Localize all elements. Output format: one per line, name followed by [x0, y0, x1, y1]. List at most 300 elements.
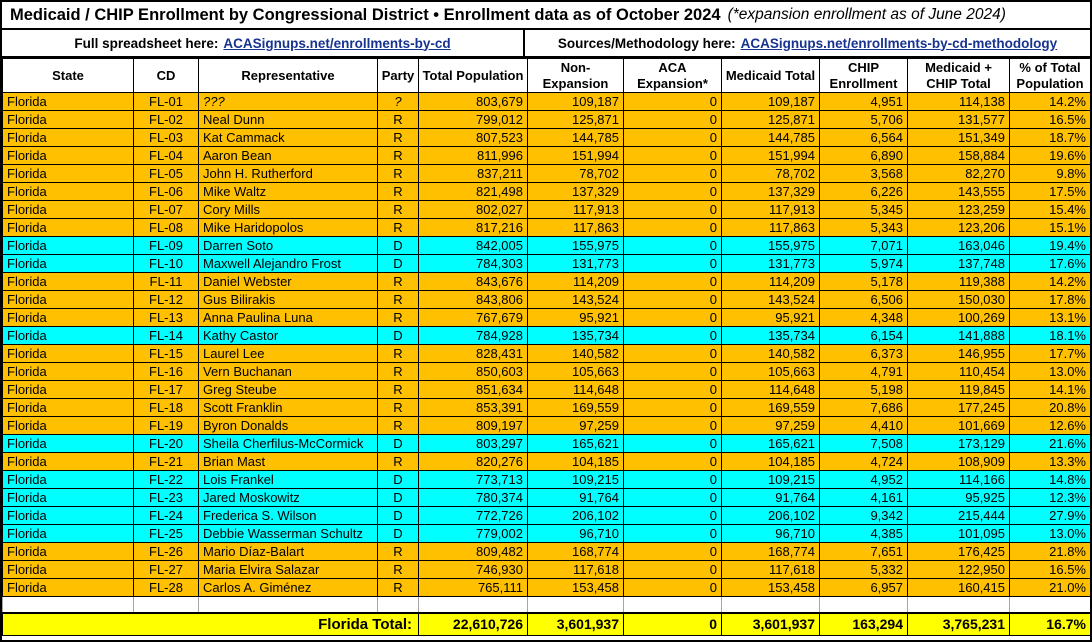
cell-aca-expansion: 0 [624, 579, 722, 597]
cell-state: Florida [3, 579, 134, 597]
cell-aca-expansion: 0 [624, 327, 722, 345]
cell-medicaid-chip-total: 177,245 [908, 399, 1010, 417]
cell-non-expansion: 155,975 [528, 237, 624, 255]
cell-pct-of-total: 13.0% [1010, 525, 1091, 543]
cell-medicaid-chip-total: 146,955 [908, 345, 1010, 363]
cell-chip-enrollment: 7,508 [820, 435, 908, 453]
cell-medicaid-total: 109,215 [722, 471, 820, 489]
cell-representative: Anna Paulina Luna [199, 309, 378, 327]
cell-pct-of-total: 9.8% [1010, 165, 1091, 183]
cell-non-expansion: 97,259 [528, 417, 624, 435]
cell-representative: Gus Bilirakis [199, 291, 378, 309]
cell-medicaid-total: 114,648 [722, 381, 820, 399]
cell-party: D [378, 435, 419, 453]
cell-party: R [378, 579, 419, 597]
cell-state: Florida [3, 327, 134, 345]
table-row [3, 165, 1091, 183]
cell-party: R [378, 417, 419, 435]
column-header: % of Total Population [1010, 59, 1091, 93]
cell-representative: Cory Mills [199, 201, 378, 219]
cell-non-expansion: 137,329 [528, 183, 624, 201]
methodology-link-label: Sources/Methodology here: [557, 35, 736, 51]
cell-party: R [378, 453, 419, 471]
total-medicaid-cell: 3,601,937 [722, 613, 820, 636]
cell-chip-enrollment: 5,198 [820, 381, 908, 399]
methodology-link[interactable]: ACASignups.net/enrollments-by-cd-methodology [740, 35, 1058, 51]
cell-pct-of-total: 13.3% [1010, 453, 1091, 471]
cell-representative: Debbie Wasserman Schultz [199, 525, 378, 543]
cell-aca-expansion: 0 [624, 147, 722, 165]
cell-medicaid-chip-total: 123,206 [908, 219, 1010, 237]
cell-medicaid-chip-total: 101,095 [908, 525, 1010, 543]
cell-state: Florida [3, 273, 134, 291]
cell-medicaid-chip-total: 119,845 [908, 381, 1010, 399]
cell-cd: FL-16 [134, 363, 199, 381]
cell-representative: John H. Rutherford [199, 165, 378, 183]
cell-aca-expansion: 0 [624, 543, 722, 561]
cell-cd: FL-27 [134, 561, 199, 579]
table-row [3, 237, 1091, 255]
cell-medicaid-chip-total: 82,270 [908, 165, 1010, 183]
cell-chip-enrollment: 6,154 [820, 327, 908, 345]
cell-medicaid-chip-total: 122,950 [908, 561, 1010, 579]
spreadsheet-link-cell [2, 30, 525, 56]
cell-medicaid-chip-total: 108,909 [908, 453, 1010, 471]
cell-total-population: 828,431 [419, 345, 528, 363]
cell-cd: FL-05 [134, 165, 199, 183]
cell-state: Florida [3, 453, 134, 471]
cell-aca-expansion: 0 [624, 273, 722, 291]
cell-aca-expansion: 0 [624, 129, 722, 147]
cell-non-expansion: 125,871 [528, 111, 624, 129]
table-row [3, 93, 1091, 111]
cell-medicaid-total: 104,185 [722, 453, 820, 471]
cell-cd: FL-15 [134, 345, 199, 363]
methodology-link-cell [525, 30, 1090, 56]
table-row [3, 561, 1091, 579]
cell-aca-expansion: 0 [624, 507, 722, 525]
table-row [3, 327, 1091, 345]
cell-medicaid-total: 131,773 [722, 255, 820, 273]
cell-total-population: 780,374 [419, 489, 528, 507]
cell-pct-of-total: 19.6% [1010, 147, 1091, 165]
cell-representative: Lois Frankel [199, 471, 378, 489]
cell-cd: FL-28 [134, 579, 199, 597]
cell-representative: Brian Mast [199, 453, 378, 471]
cell-representative: Neal Dunn [199, 111, 378, 129]
spreadsheet-link[interactable]: ACASignups.net/enrollments-by-cd [223, 35, 451, 51]
table-row [3, 129, 1091, 147]
table-row [3, 417, 1091, 435]
cell-medicaid-total: 95,921 [722, 309, 820, 327]
column-header: Party [378, 59, 419, 93]
cell-total-population: 779,002 [419, 525, 528, 543]
cell-non-expansion: 144,785 [528, 129, 624, 147]
cell-representative: Byron Donalds [199, 417, 378, 435]
cell-cd: FL-18 [134, 399, 199, 417]
cell-medicaid-chip-total: 100,269 [908, 309, 1010, 327]
cell-cd: FL-20 [134, 435, 199, 453]
cell-pct-of-total: 20.8% [1010, 399, 1091, 417]
page-title: Medicaid / CHIP Enrollment by Congressional District • Enrollment data as of October 2024 [10, 5, 721, 24]
cell-total-population: 851,634 [419, 381, 528, 399]
cell-non-expansion: 165,621 [528, 435, 624, 453]
cell-cd: FL-12 [134, 291, 199, 309]
cell-pct-of-total: 17.6% [1010, 255, 1091, 273]
cell-chip-enrollment: 5,178 [820, 273, 908, 291]
cell-cd: FL-14 [134, 327, 199, 345]
cell-total-population: 767,679 [419, 309, 528, 327]
cell-non-expansion: 96,710 [528, 525, 624, 543]
cell-medicaid-total: 91,764 [722, 489, 820, 507]
column-header: Medicaid + CHIP Total [908, 59, 1010, 93]
cell-medicaid-total: 96,710 [722, 525, 820, 543]
cell-aca-expansion: 0 [624, 201, 722, 219]
cell-party: D [378, 237, 419, 255]
cell-aca-expansion: 0 [624, 525, 722, 543]
cell-pct-of-total: 13.0% [1010, 363, 1091, 381]
cell-pct-of-total: 21.6% [1010, 435, 1091, 453]
header-row [3, 59, 1091, 93]
cell-chip-enrollment: 4,951 [820, 93, 908, 111]
cell-chip-enrollment: 6,373 [820, 345, 908, 363]
column-header: Non-Expansion [528, 59, 624, 93]
cell-medicaid-chip-total: 160,415 [908, 579, 1010, 597]
cell-party: R [378, 273, 419, 291]
cell-medicaid-chip-total: 150,030 [908, 291, 1010, 309]
cell-cd: FL-01 [134, 93, 199, 111]
column-header: Representative [199, 59, 378, 93]
cell-state: Florida [3, 219, 134, 237]
cell-total-population: 809,482 [419, 543, 528, 561]
cell-chip-enrollment: 7,686 [820, 399, 908, 417]
cell-total-population: 842,005 [419, 237, 528, 255]
cell-medicaid-chip-total: 215,444 [908, 507, 1010, 525]
cell-representative: Carlos A. Giménez [199, 579, 378, 597]
cell-state: Florida [3, 291, 134, 309]
cell-representative: Jared Moskowitz [199, 489, 378, 507]
cell-chip-enrollment: 6,957 [820, 579, 908, 597]
cell-pct-of-total: 14.2% [1010, 273, 1091, 291]
cell-cd: FL-04 [134, 147, 199, 165]
cell-party: D [378, 255, 419, 273]
cell-medicaid-chip-total: 110,454 [908, 363, 1010, 381]
cell-medicaid-total: 117,913 [722, 201, 820, 219]
cell-party: D [378, 471, 419, 489]
cell-aca-expansion: 0 [624, 399, 722, 417]
cell-party: ? [378, 93, 419, 111]
cell-aca-expansion: 0 [624, 435, 722, 453]
cell-state: Florida [3, 489, 134, 507]
cell-party: R [378, 183, 419, 201]
cell-cd: FL-17 [134, 381, 199, 399]
table-body [3, 93, 1091, 597]
cell-total-population: 853,391 [419, 399, 528, 417]
total-medicaid-chip-cell: 3,765,231 [908, 613, 1010, 636]
cell-state: Florida [3, 201, 134, 219]
cell-party: R [378, 561, 419, 579]
total-pct-cell: 16.7% [1010, 613, 1091, 636]
cell-cd: FL-23 [134, 489, 199, 507]
spreadsheet-link-label: Full spreadsheet here: [74, 35, 219, 51]
table-row [3, 435, 1091, 453]
cell-representative: Vern Buchanan [199, 363, 378, 381]
cell-cd: FL-21 [134, 453, 199, 471]
cell-medicaid-total: 109,187 [722, 93, 820, 111]
cell-non-expansion: 114,648 [528, 381, 624, 399]
cell-representative: Laurel Lee [199, 345, 378, 363]
cell-cd: FL-10 [134, 255, 199, 273]
cell-cd: FL-08 [134, 219, 199, 237]
cell-medicaid-total: 117,618 [722, 561, 820, 579]
cell-non-expansion: 143,524 [528, 291, 624, 309]
cell-non-expansion: 117,863 [528, 219, 624, 237]
cell-medicaid-chip-total: 131,577 [908, 111, 1010, 129]
cell-pct-of-total: 16.5% [1010, 561, 1091, 579]
column-header: State [3, 59, 134, 93]
column-header: Total Population [419, 59, 528, 93]
table-row [3, 399, 1091, 417]
cell-medicaid-chip-total: 123,259 [908, 201, 1010, 219]
cell-pct-of-total: 14.1% [1010, 381, 1091, 399]
cell-pct-of-total: 21.8% [1010, 543, 1091, 561]
cell-state: Florida [3, 561, 134, 579]
cell-cd: FL-13 [134, 309, 199, 327]
cell-total-population: 820,276 [419, 453, 528, 471]
cell-pct-of-total: 14.8% [1010, 471, 1091, 489]
cell-pct-of-total: 16.5% [1010, 111, 1091, 129]
cell-party: R [378, 129, 419, 147]
cell-pct-of-total: 15.4% [1010, 201, 1091, 219]
cell-party: R [378, 201, 419, 219]
cell-pct-of-total: 17.8% [1010, 291, 1091, 309]
cell-party: R [378, 381, 419, 399]
cell-aca-expansion: 0 [624, 561, 722, 579]
cell-state: Florida [3, 237, 134, 255]
cell-state: Florida [3, 543, 134, 561]
cell-medicaid-chip-total: 114,166 [908, 471, 1010, 489]
cell-party: R [378, 165, 419, 183]
cell-chip-enrollment: 4,161 [820, 489, 908, 507]
cell-pct-of-total: 18.7% [1010, 129, 1091, 147]
cell-medicaid-total: 125,871 [722, 111, 820, 129]
cell-non-expansion: 153,458 [528, 579, 624, 597]
cell-representative: Maria Elvira Salazar [199, 561, 378, 579]
cell-non-expansion: 114,209 [528, 273, 624, 291]
cell-state: Florida [3, 471, 134, 489]
cell-chip-enrollment: 3,568 [820, 165, 908, 183]
cell-aca-expansion: 0 [624, 417, 722, 435]
title-footnote: (*expansion enrollment as of June 2024) [727, 6, 1006, 23]
cell-non-expansion: 117,618 [528, 561, 624, 579]
cell-party: R [378, 543, 419, 561]
cell-state: Florida [3, 345, 134, 363]
cell-pct-of-total: 12.6% [1010, 417, 1091, 435]
cell-non-expansion: 105,663 [528, 363, 624, 381]
cell-medicaid-chip-total: 163,046 [908, 237, 1010, 255]
cell-cd: FL-24 [134, 507, 199, 525]
cell-medicaid-chip-total: 176,425 [908, 543, 1010, 561]
cell-medicaid-chip-total: 158,884 [908, 147, 1010, 165]
cell-chip-enrollment: 7,651 [820, 543, 908, 561]
cell-chip-enrollment: 4,724 [820, 453, 908, 471]
cell-medicaid-total: 135,734 [722, 327, 820, 345]
cell-aca-expansion: 0 [624, 219, 722, 237]
cell-non-expansion: 169,559 [528, 399, 624, 417]
cell-representative: Darren Soto [199, 237, 378, 255]
cell-chip-enrollment: 4,791 [820, 363, 908, 381]
table-row [3, 111, 1091, 129]
cell-total-population: 765,111 [419, 579, 528, 597]
cell-aca-expansion: 0 [624, 381, 722, 399]
cell-total-population: 772,726 [419, 507, 528, 525]
cell-pct-of-total: 17.7% [1010, 345, 1091, 363]
cell-total-population: 773,713 [419, 471, 528, 489]
column-header: CHIP Enrollment [820, 59, 908, 93]
table-row [3, 255, 1091, 273]
links-bar [2, 30, 1090, 58]
cell-total-population: 817,216 [419, 219, 528, 237]
cell-total-population: 799,012 [419, 111, 528, 129]
cell-cd: FL-03 [134, 129, 199, 147]
table-row [3, 219, 1091, 237]
cell-party: D [378, 327, 419, 345]
table-row [3, 471, 1091, 489]
cell-medicaid-chip-total: 137,748 [908, 255, 1010, 273]
cell-state: Florida [3, 363, 134, 381]
cell-chip-enrollment: 6,564 [820, 129, 908, 147]
cell-state: Florida [3, 111, 134, 129]
cell-cd: FL-11 [134, 273, 199, 291]
cell-state: Florida [3, 435, 134, 453]
cell-medicaid-total: 143,524 [722, 291, 820, 309]
cell-non-expansion: 109,187 [528, 93, 624, 111]
cell-chip-enrollment: 5,974 [820, 255, 908, 273]
cell-non-expansion: 95,921 [528, 309, 624, 327]
table-row [3, 183, 1091, 201]
cell-cd: FL-09 [134, 237, 199, 255]
cell-medicaid-chip-total: 114,138 [908, 93, 1010, 111]
cell-medicaid-chip-total: 143,555 [908, 183, 1010, 201]
cell-party: D [378, 507, 419, 525]
total-label: Florida Total: [3, 613, 419, 636]
cell-representative: Kathy Castor [199, 327, 378, 345]
cell-medicaid-chip-total: 101,669 [908, 417, 1010, 435]
cell-medicaid-total: 155,975 [722, 237, 820, 255]
total-aca-expansion-cell: 0 [624, 613, 722, 636]
cell-non-expansion: 117,913 [528, 201, 624, 219]
cell-chip-enrollment: 5,706 [820, 111, 908, 129]
cell-medicaid-total: 169,559 [722, 399, 820, 417]
cell-representative: Kat Cammack [199, 129, 378, 147]
cell-party: R [378, 219, 419, 237]
cell-pct-of-total: 14.2% [1010, 93, 1091, 111]
cell-state: Florida [3, 165, 134, 183]
cell-state: Florida [3, 507, 134, 525]
cell-chip-enrollment: 6,226 [820, 183, 908, 201]
total-row [3, 613, 1091, 636]
cell-chip-enrollment: 5,332 [820, 561, 908, 579]
table-row [3, 291, 1091, 309]
cell-medicaid-total: 97,259 [722, 417, 820, 435]
cell-representative: ??? [199, 93, 378, 111]
cell-medicaid-chip-total: 95,925 [908, 489, 1010, 507]
cell-state: Florida [3, 147, 134, 165]
cell-state: Florida [3, 255, 134, 273]
cell-state: Florida [3, 381, 134, 399]
title-bar [2, 2, 1090, 30]
cell-state: Florida [3, 525, 134, 543]
cell-aca-expansion: 0 [624, 489, 722, 507]
cell-state: Florida [3, 183, 134, 201]
cell-medicaid-chip-total: 173,129 [908, 435, 1010, 453]
table-row [3, 147, 1091, 165]
cell-medicaid-total: 168,774 [722, 543, 820, 561]
cell-representative: Mario Díaz-Balart [199, 543, 378, 561]
cell-state: Florida [3, 399, 134, 417]
cell-aca-expansion: 0 [624, 309, 722, 327]
cell-state: Florida [3, 309, 134, 327]
cell-party: R [378, 147, 419, 165]
cell-medicaid-total: 144,785 [722, 129, 820, 147]
cell-pct-of-total: 15.1% [1010, 219, 1091, 237]
cell-non-expansion: 91,764 [528, 489, 624, 507]
cell-total-population: 843,676 [419, 273, 528, 291]
cell-cd: FL-26 [134, 543, 199, 561]
cell-non-expansion: 78,702 [528, 165, 624, 183]
spacer-row [3, 597, 1091, 613]
cell-chip-enrollment: 4,952 [820, 471, 908, 489]
cell-medicaid-total: 151,994 [722, 147, 820, 165]
cell-party: R [378, 399, 419, 417]
cell-medicaid-chip-total: 151,349 [908, 129, 1010, 147]
cell-non-expansion: 135,734 [528, 327, 624, 345]
cell-medicaid-total: 137,329 [722, 183, 820, 201]
cell-cd: FL-02 [134, 111, 199, 129]
table-row [3, 579, 1091, 597]
cell-chip-enrollment: 6,890 [820, 147, 908, 165]
cell-medicaid-total: 78,702 [722, 165, 820, 183]
cell-total-population: 746,930 [419, 561, 528, 579]
cell-party: D [378, 525, 419, 543]
cell-representative: Scott Franklin [199, 399, 378, 417]
total-population-cell: 22,610,726 [419, 613, 528, 636]
table-row [3, 273, 1091, 291]
cell-total-population: 784,303 [419, 255, 528, 273]
cell-non-expansion: 206,102 [528, 507, 624, 525]
cell-representative: Daniel Webster [199, 273, 378, 291]
cell-non-expansion: 151,994 [528, 147, 624, 165]
table-row [3, 525, 1091, 543]
cell-pct-of-total: 19.4% [1010, 237, 1091, 255]
cell-party: R [378, 309, 419, 327]
cell-aca-expansion: 0 [624, 183, 722, 201]
cell-total-population: 850,603 [419, 363, 528, 381]
cell-medicaid-total: 105,663 [722, 363, 820, 381]
cell-chip-enrollment: 5,343 [820, 219, 908, 237]
cell-non-expansion: 131,773 [528, 255, 624, 273]
total-non-expansion-cell: 3,601,937 [528, 613, 624, 636]
cell-medicaid-chip-total: 141,888 [908, 327, 1010, 345]
table-row [3, 489, 1091, 507]
column-header: ACA Expansion* [624, 59, 722, 93]
table-row [3, 543, 1091, 561]
cell-total-population: 811,996 [419, 147, 528, 165]
cell-pct-of-total: 17.5% [1010, 183, 1091, 201]
cell-pct-of-total: 18.1% [1010, 327, 1091, 345]
cell-state: Florida [3, 417, 134, 435]
cell-representative: Mike Haridopolos [199, 219, 378, 237]
